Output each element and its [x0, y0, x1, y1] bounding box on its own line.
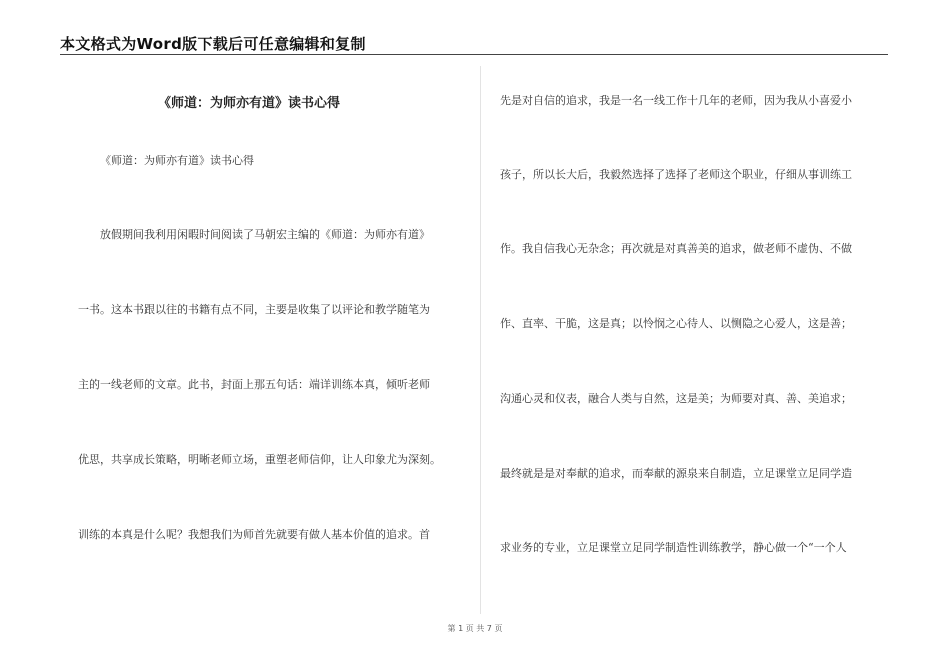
column-divider [480, 66, 481, 614]
right-column [500, 90, 900, 570]
body-line: 主的一线老师的文章。此书，封面上那五句话：端详训练本真，倾听老师 [78, 378, 430, 391]
body-line: 孩子，所以长大后，我毅然选择了选择了老师这个职业，仔细从事训练工 [500, 168, 852, 181]
body-line: 最终就是是对奉献的追求，而奉献的源泉来自制造，立足课堂立足同学造 [500, 467, 852, 480]
banner-divider [60, 54, 888, 55]
body-line: 求业务的专业，立足课堂立足同学制造性训练教学，静心做一个“一个人 [500, 541, 847, 554]
body-line: 先是对自信的追求，我是一名一线工作十几年的老师，因为我从小喜爱小 [500, 94, 852, 107]
body-line: 放假期间我利用闲暇时间阅读了马朝宏主编的《师道：为师亦有道》 [100, 228, 430, 241]
body-line: 优思，共享成长策略，明晰老师立场，重塑老师信仰，让人印象尤为深刻。 [78, 453, 441, 466]
page-title: 《师道：为师亦有道》读书心得 [158, 96, 341, 111]
body-line: 作、直率、干脆，这是真；以怜悯之心待人、以恻隐之心爱人，这是善； [500, 317, 852, 330]
body-line: 《师道：为师亦有道》读书心得 [100, 154, 254, 167]
body-line: 作。我自信我心无杂念；再次就是对真善美的追求，做老师不虚伪、不做 [500, 242, 852, 255]
document-banner: 本文格式为Word版下载后可任意编辑和复制 [60, 35, 366, 53]
body-line: 一书。这本书跟以往的书籍有点不同，主要是收集了以评论和教学随笔为 [78, 303, 430, 316]
left-column [78, 150, 470, 590]
body-line: 训练的本真是什么呢？我想我们为师首先就要有做人基本价值的追求。首 [78, 528, 430, 541]
page-number: 第 1 页 共 7 页 [447, 624, 503, 633]
body-line: 沟通心灵和仪表，融合人类与自然，这是美；为师要对真、善、美追求； [500, 392, 852, 405]
